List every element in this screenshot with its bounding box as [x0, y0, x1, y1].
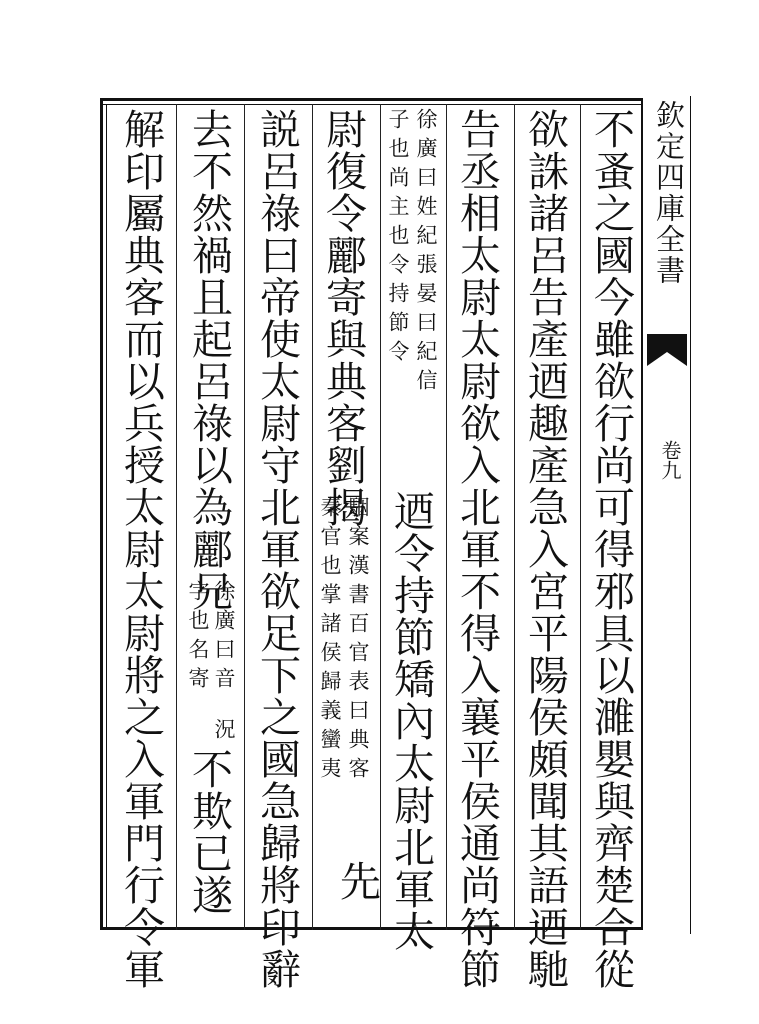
frame-left-inner-rule: [106, 104, 107, 930]
column-rule: [580, 104, 581, 930]
text-column-8: 解印屬典客而以兵授太尉太尉將之入軍門行令軍: [117, 108, 165, 990]
column-rule: [380, 104, 381, 930]
text-column-7-tail: 不欺已遂: [185, 748, 233, 916]
column-rule: [176, 104, 177, 930]
note-column-5b: 秦官也掌諸侯歸義蠻夷: [318, 496, 342, 786]
text-column-2: 欲誅諸呂告產迺趣產急入宮平陽侯頗聞其語迺馳: [521, 108, 569, 990]
note-column-4b: 子也尚主也令持節令: [386, 108, 410, 369]
text-column-5: 尉復令酈寄與典客劉揭: [319, 108, 367, 528]
frame-top-rule: [100, 98, 643, 101]
column-rule: [244, 104, 245, 930]
frame-left-rule: [100, 98, 103, 930]
text-column-4: 迺令持節矯內太尉北軍太: [387, 490, 435, 952]
margin-right-rule: [690, 96, 691, 934]
note-column-7b: 字也名寄: [186, 580, 210, 696]
note-column-4a: 徐廣曰姓紀張晏曰紀信: [414, 108, 438, 398]
margin-title: 欽定四庫全書: [652, 100, 686, 286]
note-column-7c: 況: [212, 718, 236, 747]
column-rule: [514, 104, 515, 930]
column-rule: [446, 104, 447, 930]
column-rule: [312, 104, 313, 930]
text-column-6: 説呂祿曰帝使太尉守北軍欲足下之國急歸將印辭: [253, 108, 301, 990]
text-column-5-tail: 先: [333, 860, 381, 902]
text-column-1: 不蚤之國今雖欲行尚可得邪具以濉嬰與齊楚合從: [587, 108, 635, 990]
juan-label: 卷九: [658, 440, 682, 480]
frame-top-inner-rule: [100, 104, 643, 105]
note-column-7a: 徐廣曰音: [212, 580, 236, 696]
fishtail-mark-icon: [645, 330, 689, 370]
text-column-7: 去不然禍且起呂祿以為酈兄: [185, 108, 233, 612]
text-column-3: 告丞相太尉太尉欲入北軍不得入襄平侯通尚符節: [453, 108, 501, 990]
frame-right-rule: [641, 98, 643, 930]
note-column-5a: 駰案漢書百官表曰典客: [346, 496, 370, 786]
